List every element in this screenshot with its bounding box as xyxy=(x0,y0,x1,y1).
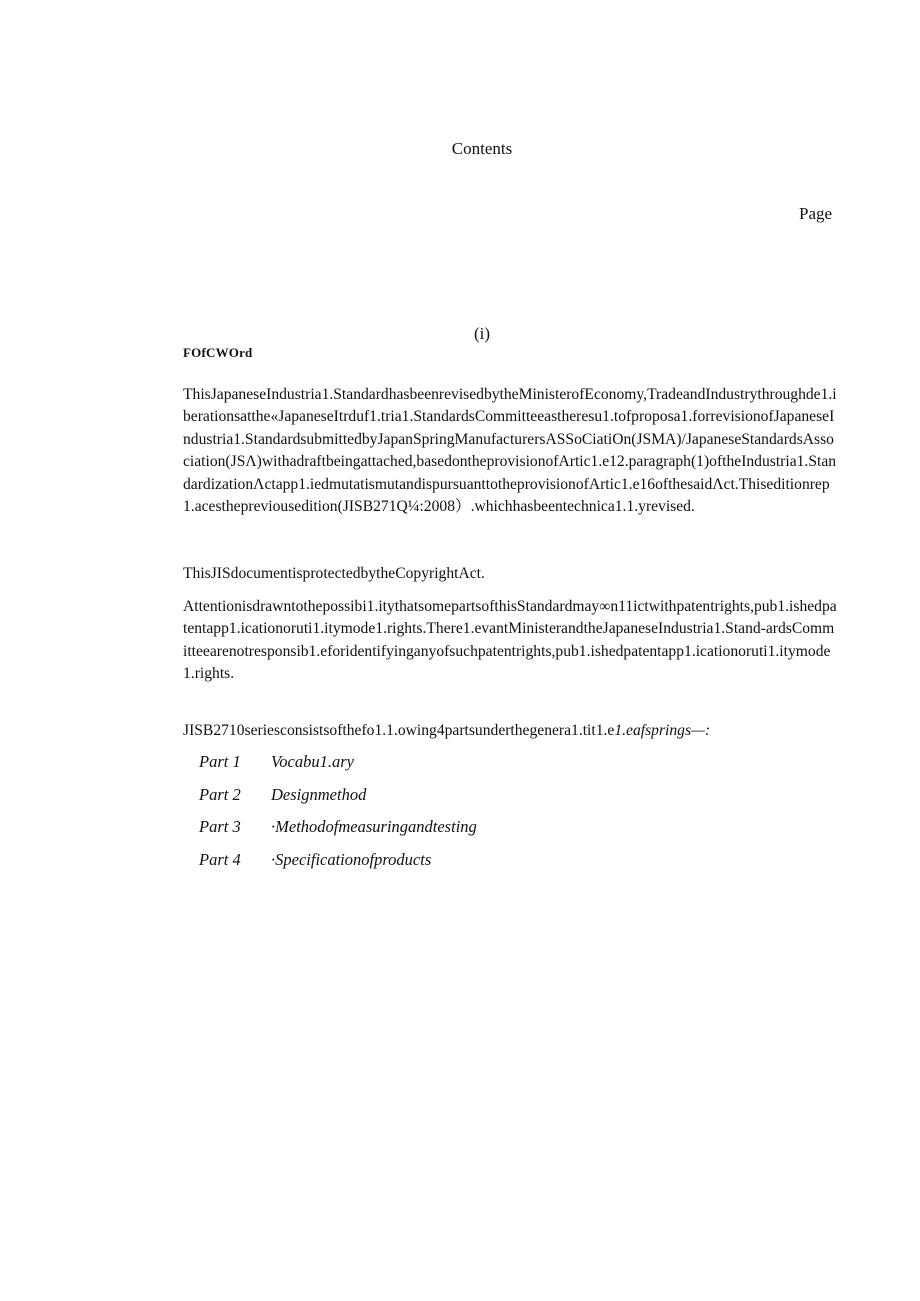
list-item xyxy=(199,785,477,818)
part-title: Vocabu1.ary xyxy=(271,752,354,771)
parts-list xyxy=(199,752,477,882)
part-label: Part 2 xyxy=(199,784,241,804)
part-title: Designmethod xyxy=(271,784,367,804)
part-label: Part 1 xyxy=(199,752,241,771)
foreword-paragraph-patent: Attentionisdrawntothepossibi1.itythatsomepartsofthisStandardmay∞n11ictwithpatentrights,pub1.ishedpatentapp1.icationoruti1.itymode1.rights.There1.evantMinisterandtheJapaneseIndustria1.Stand-ardsCommitteearenotresponsib1.eforidentifyinganyofsuchpatentrights,pub1.ishedpatentapp1.icationoruti1.itymode1.rights. xyxy=(183,598,837,683)
foreword-heading: FOfCWOrd xyxy=(183,345,253,360)
foreword-paragraph-series xyxy=(183,720,838,742)
part-title: ·Specificationofproducts xyxy=(271,849,432,869)
series-intro-text: JISB2710seriesconsistsofthefo1.1.owing4partsunderthegenera1.tit1.e xyxy=(183,722,615,739)
foreword-paragraph-copyright: ThisJISdocumentisprotectedbytheCopyrightAct. xyxy=(183,565,485,582)
page-number: (i) xyxy=(473,324,491,343)
contents-title: Contents xyxy=(451,139,513,158)
list-item xyxy=(199,817,477,850)
part-label: Part 4 xyxy=(199,849,241,869)
foreword-paragraph-revision: ThisJapaneseIndustria1.StandardhasbeenrevisedbytheMinisterofEconomy,TradeandIndustrythroughde1.iberationsatthe«JapaneseItrduf1.tria1.StandardsCommitteeastheresu1.tofproposa1.forrevisionofJapaneseIndustria1.StandardsubmittedbyJapanSpringManufacturersASSoCiatiOn(JSMA)/JapaneseStandardsAssociation(JSΛ)withadraftbeingattached,basedontheprovisionofArtic1.e12.paragraph(1)oftheIndustria1.StandardizationΛctapp1.iedmutatismutandispursuanttotheprovisionofArtic1.e16ofthesaidΛct.Thiseditionrep1.acesthepreviousedition(JISB271Q¼:2008）.whichhasbeentechnica1.1.yrevised. xyxy=(183,386,837,516)
list-item xyxy=(199,850,477,883)
page-column-label: Page xyxy=(799,204,833,223)
list-item xyxy=(199,752,477,785)
series-title: 1.eafsprings—: xyxy=(614,722,711,739)
part-label: Part 3 xyxy=(199,817,241,837)
part-title: ·Methodofmeasuringandtesting xyxy=(271,817,477,837)
